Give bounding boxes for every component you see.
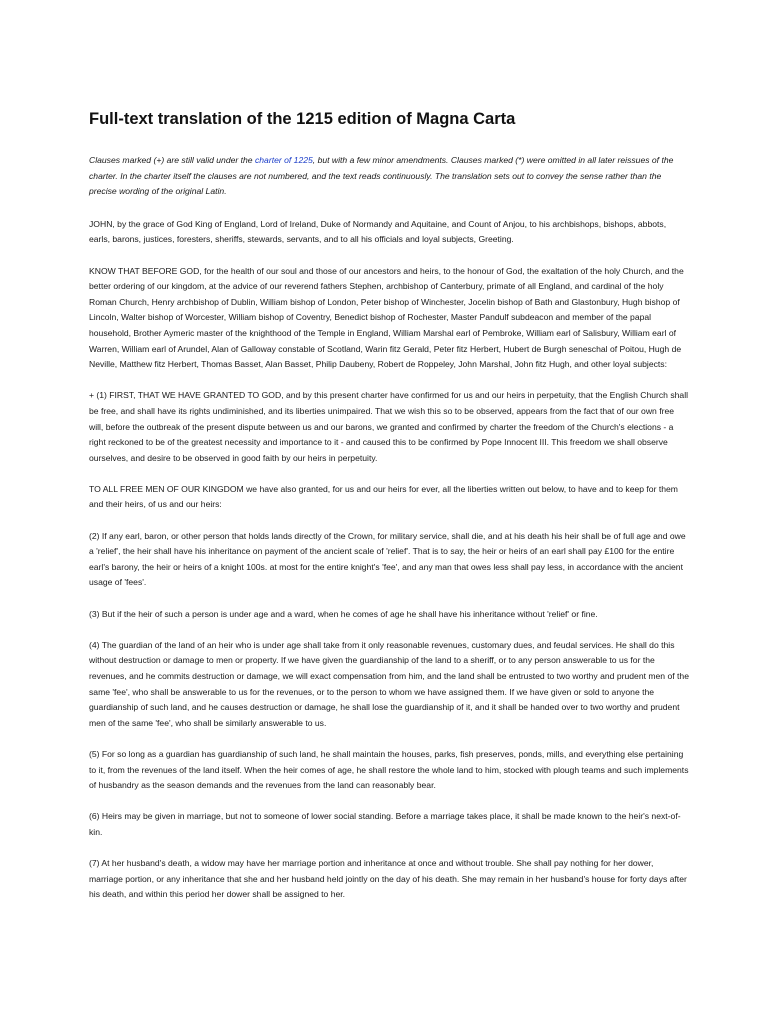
know-that-paragraph: KNOW THAT BEFORE GOD, for the health of our soul and those of our ancestors and heirs, to the honour of God, the exaltation of the holy Church, and the better ordering of our kingdom, at the advice of our reverend fathers Stephen, archbishop of Canterbury, primate of all England, and cardinal of the holy Roman Church, Henry archbishop of Dublin, William bishop of London, Peter bishop of Winchester, Jocelin bishop of Bath and Glastonbury, Hugh bishop of Lincoln, Walter bishop of Worcester, William bishop of Coventry, Benedict bishop of Rochester, Master Pandulf subdeacon and member of the papal household, Brother Aymeric master of the knighthood of the Temple in England, William Marshal earl of Pembroke, William earl of Salisbury, William earl of Warren, William earl of Arundel, Alan of Galloway constable of Scotland, Warin fitz Gerald, Peter fitz Herbert, Hubert de Burgh seneschal of Poitou, Hugh de Neville, Matthew fitz Herbert, Thomas Basset, Alan Basset, Philip Daubeny, Robert de Roppeley, John Marshal, John fitz Hugh, and other loyal subjects: (89, 265, 684, 370)
clause-1-paragraph: + (1) FIRST, THAT WE HAVE GRANTED TO GOD, and by this present charter have confirmed for us and our heirs in perpetuity, that the English Church shall be free, and shall have its rights undiminished, and its liberties unimpaired. That we wish this so to be observed, appears from the fact that of our own free will, before the outbreak of the present dispute between us and our barons, we granted and confirmed by charter the freedom of the Church's elections - a right reckoned to be of the greatest necessity and importance to it - and caused this to be confirmed by Pope Innocent III. This freedom we shall observe ourselves, and desire to be observed in good faith by our heirs in perpetuity. (89, 390, 689, 463)
clause-5-paragraph: (5) For so long as a guardian has guardianship of such land, he shall maintain the houses, parks, fish preserves, ponds, mills, and everything else pertaining to it, from the revenues of the land itself. When the heir comes of age, he shall restore the whole land to him, stocked with plough teams and such implements of husbandry as the season demands and the revenues from the land can reasonably bear. (89, 748, 689, 791)
clause-3-paragraph: (3) But if the heir of such a person is under age and a ward, when he comes of age he shall have his inheritance without 'relief' or fine. (89, 608, 598, 619)
intro-text-before-link: Clauses marked (+) are still valid under the (89, 155, 255, 165)
page-title: Full-text translation of the 1215 edition of Magna Carta (89, 110, 516, 128)
clause-7-paragraph: (7) At her husband's death, a widow may have her marriage portion and inheritance at once and without trouble. She shall pay nothing for her dower, marriage portion, or any inheritance that she and her husband held jointly on the day of his death. She may remain in her husband's house for forty days after his death, and within this period her dower shall be assigned to her. (89, 858, 687, 900)
clause-4-paragraph: (4) The guardian of the land of an heir who is under age shall take from it only reasonable revenues, customary dues, and feudal services. He shall do this without destruction or damage to men or property. If we have given the guardianship of the land to a sheriff, or to any person answerable to us for the revenues, and he commits destruction or damage, we will exact compensation from him, and the land shall be entrusted to two worthy and prudent men of the same 'fee', who shall be answerable to us for the revenues, or to the person to whom we have assigned them. If we have given or sold to anyone the guardianship of such land, and he causes destruction or damage, he shall lose the guardianship of it, and it shall be handed over to two worthy and prudent men of the same 'fee', who shall be similarly answerable to us. (89, 639, 689, 728)
free-men-paragraph: TO ALL FREE MEN OF OUR KINGDOM we have also granted, for us and our heirs for ever, all the liberties written out below, to have and to keep for them and their heirs, of us and our heirs: (89, 483, 678, 510)
intro-text-after-link: , but with a few minor amendments. Clauses marked (*) were omitted in all later reissues of the charter. In the charter itself the clauses are not numbered, and the text reads continuously. The translation sets out to convey the sense rather than the precise wording of the original Latin. (89, 155, 674, 197)
clause-6-paragraph: (6) Heirs may be given in marriage, but not to someone of lower social standing. Before a marriage takes place, it shall be made known to the heir's next-of-kin. (89, 811, 681, 837)
preamble-paragraph: JOHN, by the grace of God King of England, Lord of Ireland, Duke of Normandy and Aquitaine, and Count of Anjou, to his archbishops, bishops, abbots, earls, barons, justices, foresters, sheriffs, stewards, servants, and to all his officials and loyal subjects, Greeting. (89, 218, 667, 245)
intro-paragraph (89, 153, 689, 200)
charter-1225-link[interactable]: charter of 1225 (254, 155, 313, 165)
document-page (89, 108, 689, 919)
clause-2-paragraph: (2) If any earl, baron, or other person that holds lands directly of the Crown, for military service, shall die, and at his death his heir shall be of full age and owe a 'relief', the heir shall have his inheritance on payment of the ancient scale of 'relief'. That is to say, the heir or heirs of an earl shall pay £100 for the entire earl's barony, the heir or heirs of a knight 100s. at most for the entire knight's 'fee', and any man that owes less shall pay less, in accordance with the ancient usage of 'fees'. (89, 530, 686, 588)
